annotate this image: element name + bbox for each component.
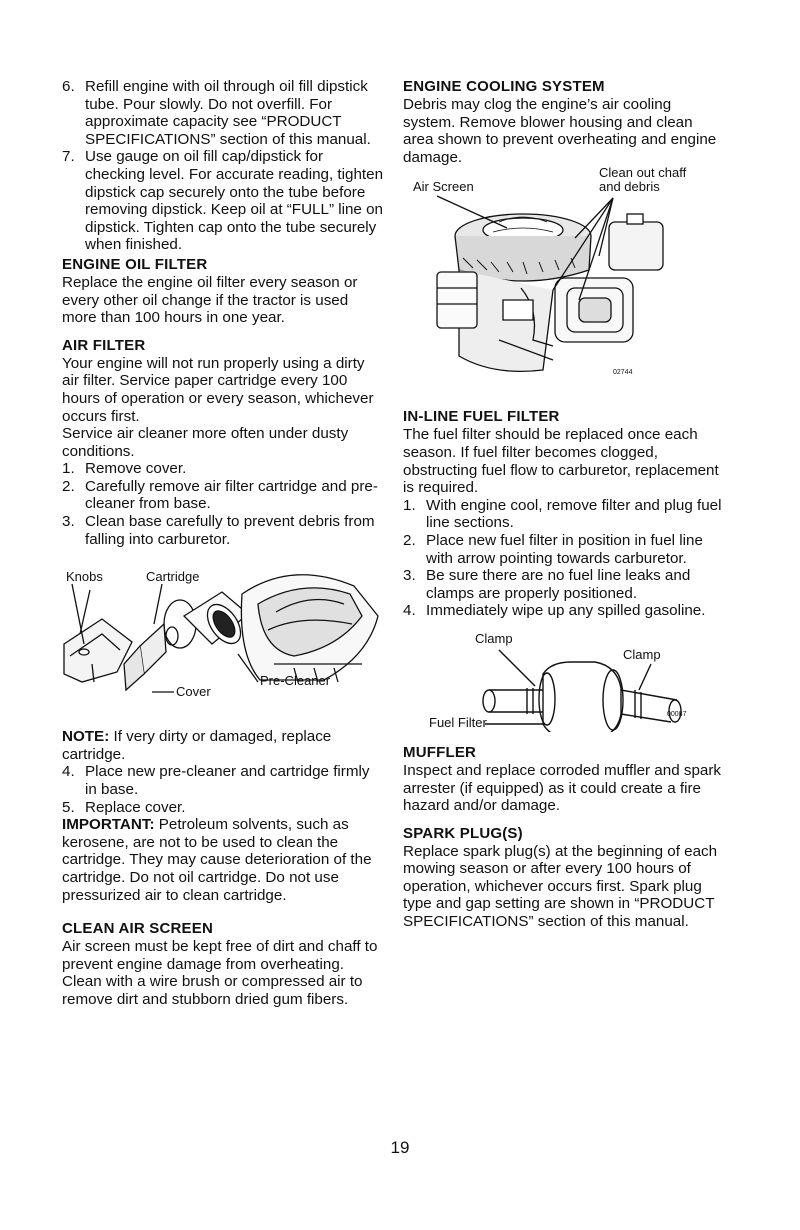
clean-out-label-1: Clean out chaff <box>599 165 687 181</box>
pre-cleaner-label: Pre-Cleaner <box>260 673 331 689</box>
fuel-filter-heading: IN-LINE FUEL FILTER <box>403 408 560 426</box>
figure-code: 02744 <box>613 369 633 377</box>
list-item: 5. Replace cover. <box>62 798 186 816</box>
list-item: 6. Refill engine with oil through oil fill dipstick tube. Pour slowly. Do not overfill. For approximate capacity see “PRODUCT SPECIFICATIONS” section of this manual. <box>62 78 371 148</box>
cover-label: Cover <box>176 684 211 700</box>
fuel-figure-code: 00087 <box>667 710 687 718</box>
fuel-filter-figure <box>403 628 725 732</box>
note-paragraph: NOTE: If very dirty or damaged, replace cartridge. <box>62 728 332 763</box>
important-paragraph: IMPORTANT: Petroleum solvents, such as kerosene, are not to be used to clean the cartridge. They may cause deterioration of the cartridge. Do not oil cartridge. Do not use pressurized air to clean cartridge. <box>62 816 372 904</box>
cooling-heading: ENGINE COOLING SYSTEM <box>403 78 605 95</box>
fuel-filter-steps <box>403 497 725 620</box>
knobs-label: Knobs <box>66 569 103 585</box>
cartridge-label: Cartridge <box>146 569 200 585</box>
air-filter-dusty: Service air cleaner more often under dusty conditions. <box>62 425 349 460</box>
muffler-body: Inspect and replace corroded muffler and spark arrester (if equipped) as it could create a fire hazard and/or damage. <box>403 761 721 815</box>
air-filter-illustration <box>62 564 384 714</box>
air-filter-body: Your engine will not run properly using a dirty air filter. Service paper cartridge every 100 hours of operation or every season, whichever occurs first. <box>62 354 374 425</box>
left-column <box>62 78 384 1009</box>
fuel-filter-label: Fuel Filter <box>429 714 487 730</box>
clamp-right-label: Clamp <box>623 646 661 662</box>
fuel-filter-body: The fuel filter should be replaced once each season. If fuel filter becomes clogged, obstructing fuel flow to carburetor, replacement is required. <box>403 426 719 497</box>
air-screen-label: Air Screen <box>413 179 474 195</box>
list-item: 2. Place new fuel filter in position in fuel line with arrow pointing towards carburetor. <box>403 531 703 567</box>
engine-illustration <box>403 170 725 402</box>
right-column <box>403 78 725 931</box>
important-label: IMPORTANT: <box>62 816 155 834</box>
list-item: 1. Remove cover. <box>62 460 187 478</box>
clean-air-screen-body: Air screen must be kept free of dirt and chaff to prevent engine damage from overheating. Clean with a wire brush or compressed air to remove dirt and stubborn dried gum fibers. <box>62 938 378 1008</box>
list-item: 4. Place new pre-cleaner and cartridge firmly in base. <box>62 763 370 799</box>
spark-plug-body: Replace spark plug(s) at the beginning of each mowing season or after every 100 hours of operation, whichever occurs first. Spark plug type and gap setting are shown in “PRODUCT SPECIFICATIONS” section of this manual. <box>403 842 718 931</box>
page-number: 19 <box>390 1138 410 1157</box>
list-item: 3. Be sure there are no fuel line leaks and clamps are properly positioned. <box>403 567 691 602</box>
cooling-body: Debris may clog the engine’s air cooling system. Remove blower housing and clean area shown to prevent overheating and engine damage. <box>403 96 717 166</box>
air-filter-figure <box>62 564 384 714</box>
air-filter-heading: AIR FILTER <box>62 336 146 354</box>
note-label: NOTE: <box>62 728 110 746</box>
clean-air-screen-heading: CLEAN AIR SCREEN <box>62 920 213 938</box>
list-item: 7. Use gauge on oil fill cap/dipstick for checking level. For accurate reading, tighten dipstick cap securely onto the tube before removing dipstick. Keep oil at “FULL” line on dipstick. Tighten cap onto the tube securely when finished. <box>62 148 384 254</box>
air-filter-steps-2 <box>62 763 384 816</box>
list-item: 4. Immediately wipe up any spilled gasoline. <box>403 602 706 620</box>
list-item: 1. With engine cool, remove filter and plug fuel line sections. <box>403 496 722 532</box>
oil-refill-steps <box>62 78 384 254</box>
list-item: 3. Clean base carefully to prevent debris from falling into carburetor. <box>62 513 375 548</box>
list-item: 2. Carefully remove air filter cartridge and pre-cleaner from base. <box>62 477 378 513</box>
muffler-heading: MUFFLER <box>403 743 477 761</box>
clean-out-label-2: and debris <box>599 179 660 195</box>
air-filter-steps <box>62 460 384 548</box>
spark-plug-heading: SPARK PLUG(S) <box>403 824 523 842</box>
oil-filter-heading: ENGINE OIL FILTER <box>62 255 208 273</box>
clamp-left-label: Clamp <box>475 630 513 646</box>
oil-filter-body: Replace the engine oil filter every season or every other oil change if the tractor is used more than 100 hours in one year. <box>62 273 358 327</box>
engine-figure <box>403 165 725 402</box>
